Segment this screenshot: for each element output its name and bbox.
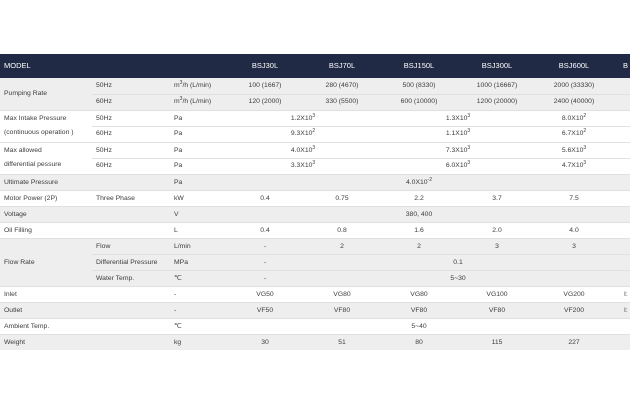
value-cell: 1000 (16667) [476, 82, 518, 89]
pumping-50hz: 50Hz [96, 82, 112, 89]
water-temp-unit: ℃ [174, 275, 182, 282]
value-cell: 100 (1667) [248, 82, 282, 89]
value-cell: 2 [417, 243, 421, 250]
ultimate-unit: Pa [174, 179, 183, 186]
model-header-bsj30l: BSJ30L [251, 61, 279, 70]
value-cell: 0.4 [260, 227, 270, 234]
value-cell: VG80 [410, 291, 428, 298]
pumping-rate-label: Pumping Rate [4, 90, 48, 97]
ambient-value: 5~40 [411, 323, 427, 330]
value-cell: 30 [261, 339, 269, 346]
flow-unit: L/min [174, 243, 191, 250]
oil-label: Oil Filling [4, 227, 32, 234]
max-diff-unit-60: Pa [174, 162, 183, 169]
value-cell: $4.0X10^3$ [290, 145, 316, 154]
value-cell: - [263, 243, 267, 250]
max-intake-label: Max Intake Pressure [4, 115, 67, 122]
max-diff-label-sub: differential pessure [4, 161, 62, 168]
inlet-label: Inlet [4, 291, 17, 298]
model-header-cut: B [623, 61, 629, 70]
inlet-unit: - [174, 291, 177, 298]
value-cell: VF50 [256, 307, 274, 314]
diff-pressure-unit: MPa [174, 259, 188, 266]
ambient-row [0, 319, 630, 334]
model-header-label: MODEL [4, 61, 31, 70]
model-header-bsj70l: BSJ70L [328, 61, 356, 70]
value-cell: 1.6 [414, 227, 424, 234]
weight-label: Weight [4, 339, 26, 346]
value-cell: 600 (10000) [400, 98, 438, 105]
inlet-row [0, 287, 630, 302]
value-cell: - [263, 275, 267, 282]
value-cell: 2400 (40000) [553, 98, 595, 105]
max-diff-label: Max allowed [4, 147, 42, 154]
table-header [0, 54, 630, 78]
value-cell: 51 [338, 339, 346, 346]
model-header-bsj300l: BSJ300L [481, 61, 513, 70]
value-cell: 280 (4670) [325, 82, 359, 89]
voltage-label: Voltage [4, 211, 27, 218]
model-header-bsj150l: BSJ150L [403, 61, 435, 70]
value-cell: $1.3X10^3$ [445, 113, 471, 122]
value-cell: 3.7 [492, 195, 502, 202]
voltage-unit: V [174, 211, 179, 218]
max-diff-50hz: 50Hz [96, 147, 112, 154]
pumping-60hz: 60Hz [96, 98, 112, 105]
ultimate-row [0, 175, 630, 190]
max-diff-unit-50: Pa [174, 147, 183, 154]
max-intake-50hz: 50Hz [96, 115, 112, 122]
value-cell: VF80 [488, 307, 506, 314]
max-intake-unit-50: Pa [174, 115, 183, 122]
value-cell: 0.4 [260, 195, 270, 202]
flow-sub-label: Flow [96, 243, 111, 250]
value-cell: 2.2 [414, 195, 424, 202]
value-cell: $1.2X10^3$ [290, 113, 316, 122]
value-cell: $3.3X10^3$ [290, 160, 316, 169]
water-temp-sub-label: Water Temp. [96, 275, 135, 282]
value-cell: 2.0 [492, 227, 502, 234]
value-cell: 2 [340, 243, 344, 250]
motor-label: Motor Power (2P) [4, 195, 58, 202]
value-cell: 227 [568, 339, 580, 346]
value-cell: 0.1 [453, 259, 463, 266]
max-intake-label-sub: (continuous operation ) [4, 129, 74, 136]
value-cell: 80 [415, 339, 423, 346]
value-cell: VG200 [563, 291, 585, 298]
value-cell: $6.0X10^3$ [445, 160, 471, 169]
weight-row [0, 335, 630, 350]
value-cell: 7.5 [569, 195, 579, 202]
ambient-label: Ambient Temp. [4, 323, 50, 330]
diff-pressure-sub-label: Differential Pressure [96, 259, 158, 266]
value-cell: 2000 (33330) [553, 82, 595, 89]
model-header-bsj600l: BSJ600L [558, 61, 590, 70]
max-intake-unit-60: Pa [174, 130, 183, 137]
value-cell: $5.6X10^3$ [561, 145, 587, 154]
motor-unit: kW [174, 195, 184, 202]
value-cell: 1200 (20000) [476, 98, 518, 105]
value-cell: 330 (5500) [325, 98, 359, 105]
value-cell: $7.3X10^3$ [445, 145, 471, 154]
flow-rate-label: Flow Rate [4, 259, 35, 266]
value-cell: 500 (8330) [402, 82, 436, 89]
value-cell: 0.8 [337, 227, 347, 234]
ultimate-label: Ultimate Pressure [4, 179, 59, 186]
value-cell: 120 (2000) [248, 98, 282, 105]
value-cell: VF200 [563, 307, 585, 314]
value-cell: 115 [491, 339, 503, 346]
value-cell: 3 [572, 243, 576, 250]
value-cell: VF80 [333, 307, 351, 314]
outlet-cut: I: [624, 307, 628, 314]
oil-row [0, 223, 630, 238]
ambient-unit: ℃ [174, 323, 182, 330]
value-cell: - [263, 259, 267, 266]
value-cell: $4.7X10^3$ [561, 160, 587, 169]
ultimate-value: $4.0X10^{-2}$ [406, 177, 432, 186]
value-cell: $6.7X10^2$ [561, 128, 587, 137]
outlet-row [0, 303, 630, 318]
value-cell: $1.1X10^3$ [445, 128, 471, 137]
pumping-unit-50: $m^3/h$ (L/min) [174, 80, 212, 89]
inlet-cut: I: [624, 291, 628, 298]
value-cell: 3 [495, 243, 499, 250]
value-cell: $9.3X10^2$ [290, 128, 316, 137]
motor-spec: Three Phase [96, 195, 135, 202]
outlet-unit: - [174, 307, 177, 314]
voltage-row [0, 207, 630, 222]
pumping-unit-60: $m^3/h$ (L/min) [174, 96, 212, 105]
value-cell: $8.0X10^2$ [561, 113, 587, 122]
voltage-value: 380, 400 [405, 211, 433, 218]
value-cell: VG100 [486, 291, 508, 298]
max-intake-60hz: 60Hz [96, 130, 112, 137]
max-diff-60hz: 60Hz [96, 162, 112, 169]
value-cell: 4.0 [569, 227, 579, 234]
value-cell: VG80 [333, 291, 351, 298]
value-cell: VG50 [256, 291, 274, 298]
weight-unit: kg [174, 339, 182, 346]
outlet-label: Outlet [4, 307, 23, 314]
value-cell: VF80 [410, 307, 428, 314]
value-cell: 0.75 [335, 195, 349, 202]
oil-unit: L [174, 227, 178, 234]
motor-row [0, 191, 630, 206]
value-cell: 5~30 [450, 275, 466, 282]
flow-rate-group [0, 239, 630, 286]
